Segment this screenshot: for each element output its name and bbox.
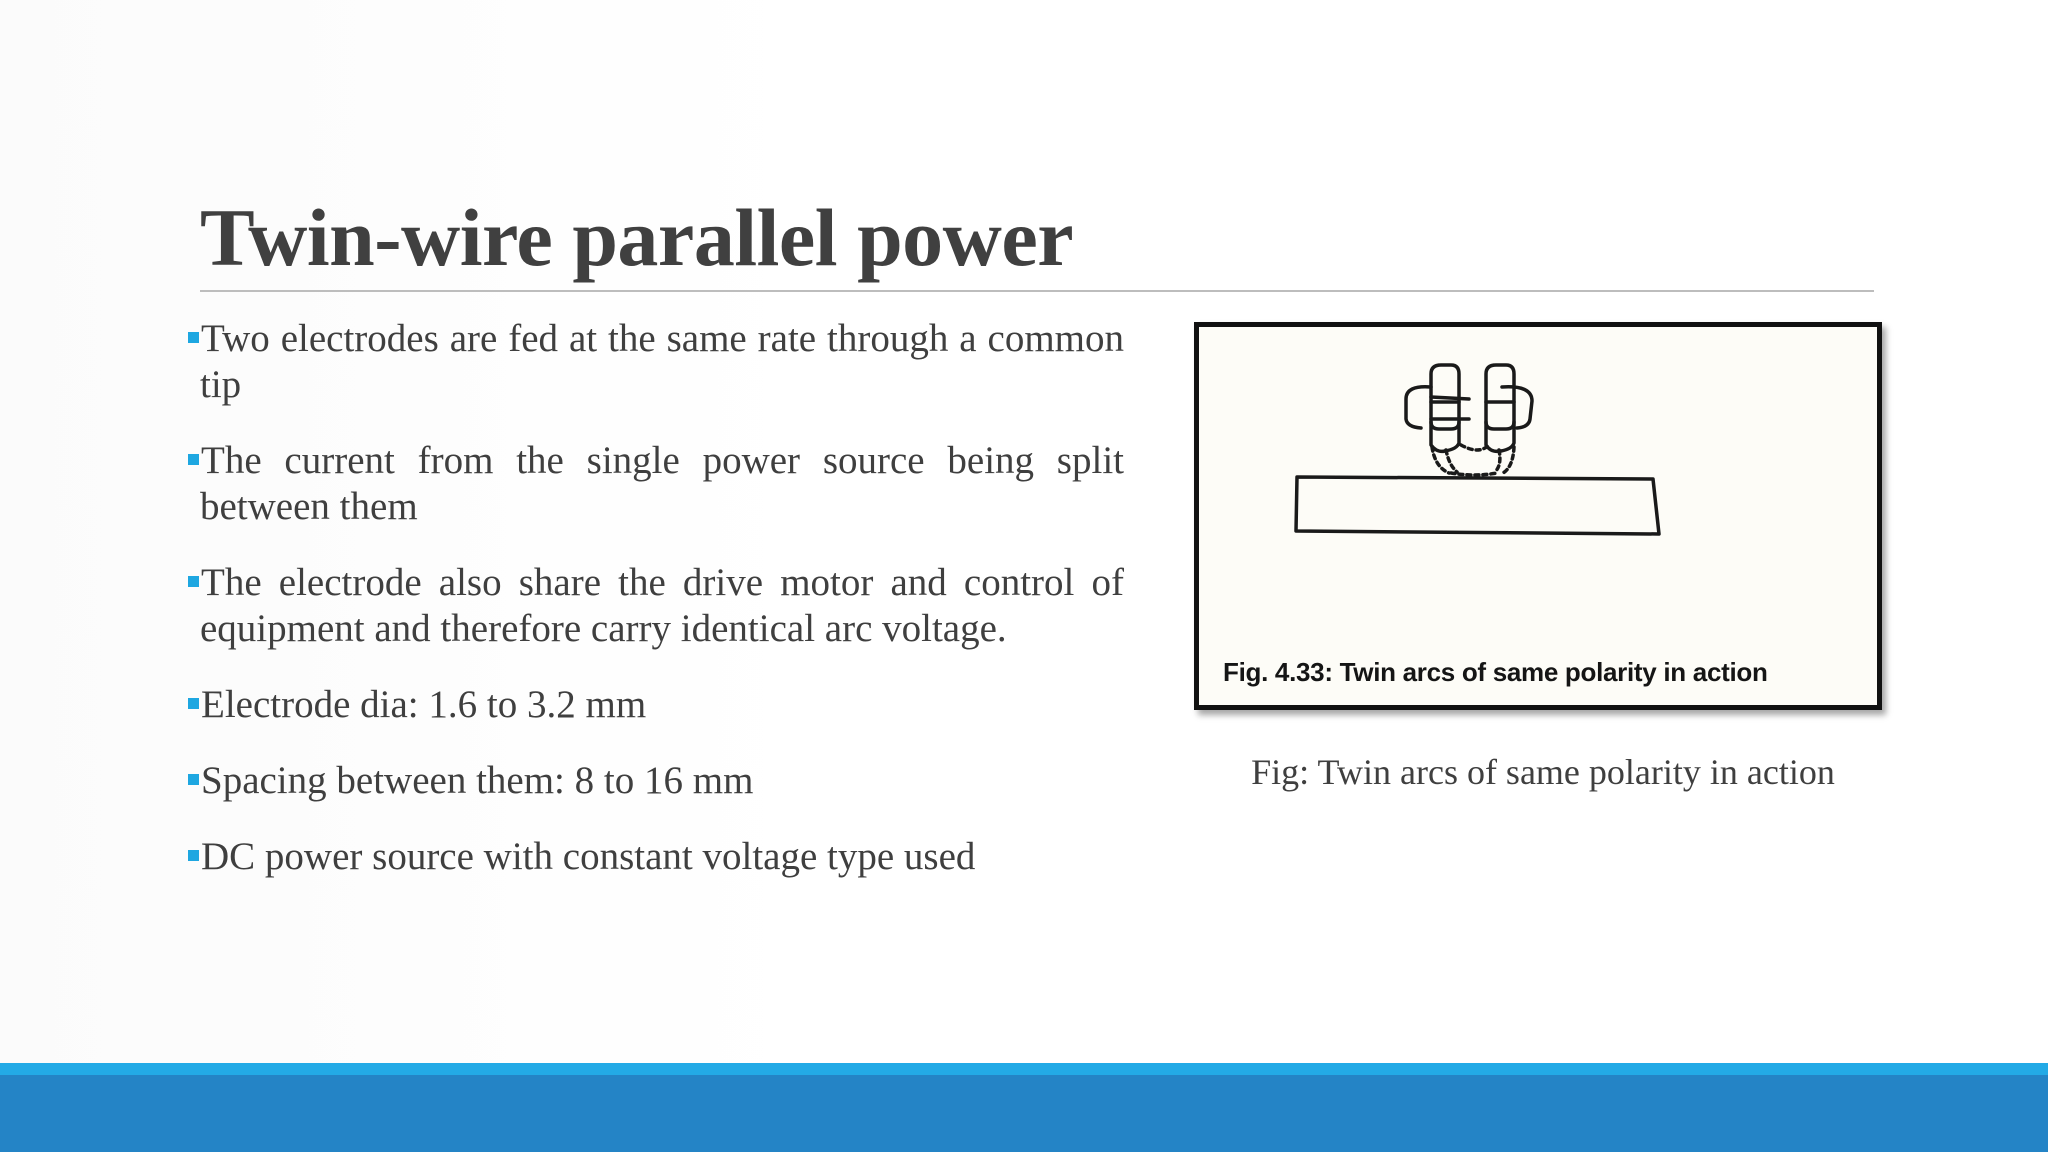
bullet-marker-icon [188, 332, 199, 343]
bullet-marker-icon [188, 454, 199, 465]
bullet-item [186, 316, 1124, 408]
bullet-text: Electrode dia: 1.6 to 3.2 mm [201, 683, 647, 726]
footer-accent-bar [0, 1063, 2048, 1075]
bullet-marker-icon [188, 698, 199, 709]
figure-inner-caption: Fig. 4.33: Twin arcs of same polarity in action [1223, 657, 1768, 687]
slide-title: Twin-wire parallel power [200, 192, 1074, 283]
bullet-text: Spacing between them: 8 to 16 mm [201, 759, 754, 802]
bullet-item [186, 758, 1124, 804]
bullet-marker-icon [188, 774, 199, 785]
right-electrode [1486, 365, 1514, 429]
bullet-item [186, 438, 1124, 530]
footer-bar [0, 1075, 2048, 1152]
bullet-text: Two electrodes are fed at the same rate through a common tip [200, 317, 1124, 406]
workpiece-plate [1296, 477, 1659, 534]
bullet-text: The electrode also share the drive motor and control of equipment and therefore carry identical arc voltage. [200, 561, 1124, 650]
bullet-text: The current from the single power source being split between them [200, 439, 1124, 528]
twin-arc-diagram [1199, 327, 1877, 705]
bullet-marker-icon [188, 576, 199, 587]
bullet-item [186, 682, 1124, 728]
title-underline [200, 290, 1874, 292]
bullet-list [186, 316, 1124, 880]
bullet-item [186, 560, 1124, 652]
bullet-text: DC power source with constant voltage type used [201, 835, 976, 878]
bullet-item [186, 834, 1124, 880]
figure-image [1194, 322, 1882, 710]
figure-caption: Fig: Twin arcs of same polarity in action [1251, 752, 1835, 792]
bullet-marker-icon [188, 850, 199, 861]
